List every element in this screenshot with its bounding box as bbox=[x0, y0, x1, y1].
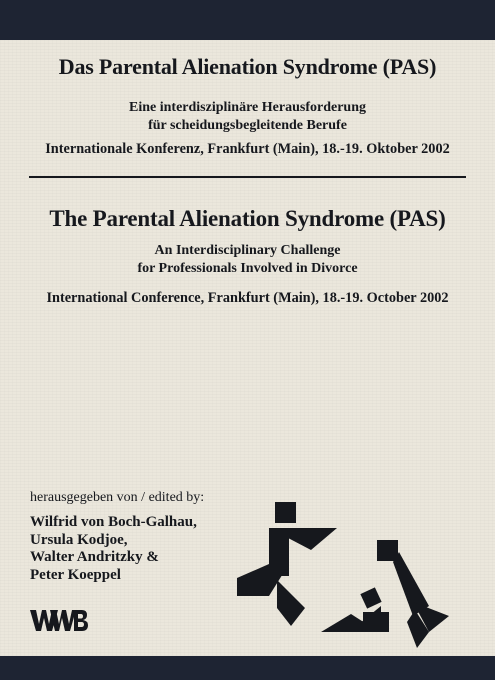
editor-name: Walter Andritzky & bbox=[30, 549, 159, 565]
cover-paper bbox=[0, 40, 495, 656]
english-subtitle-line2: for Professionals Involved in Divorce bbox=[137, 261, 358, 276]
editor-name: Wilfrid von Boch-Galhau, bbox=[30, 514, 197, 530]
german-title: Das Parental Alienation Syndrome (PAS) bbox=[58, 54, 437, 79]
english-title: The Parental Alienation Syndrome (PAS) bbox=[49, 206, 446, 231]
publisher-logo bbox=[30, 607, 88, 633]
divider-rule bbox=[29, 176, 466, 178]
english-conference: International Conference, Frankfurt (Main), 18.-19. October 2002 bbox=[46, 290, 449, 306]
english-subtitle bbox=[0, 242, 495, 278]
english-subtitle-line1: An Interdisciplinary Challenge bbox=[154, 243, 341, 258]
german-subtitle-line1: Eine interdisziplinäre Herausforderung bbox=[129, 100, 366, 115]
german-subtitle-line2: für scheidungsbegleitende Berufe bbox=[148, 118, 347, 133]
editors-label: herausgegeben von / edited by: bbox=[30, 490, 205, 505]
german-subtitle bbox=[0, 99, 495, 135]
editor-name: Peter Koeppel bbox=[30, 566, 121, 583]
editors-list bbox=[30, 514, 197, 584]
german-conference: Internationale Konferenz, Frankfurt (Main), 18.-19. Oktober 2002 bbox=[45, 141, 450, 157]
tangram-figures bbox=[233, 498, 463, 648]
editor-name: Ursula Kodjoe, bbox=[30, 531, 128, 548]
